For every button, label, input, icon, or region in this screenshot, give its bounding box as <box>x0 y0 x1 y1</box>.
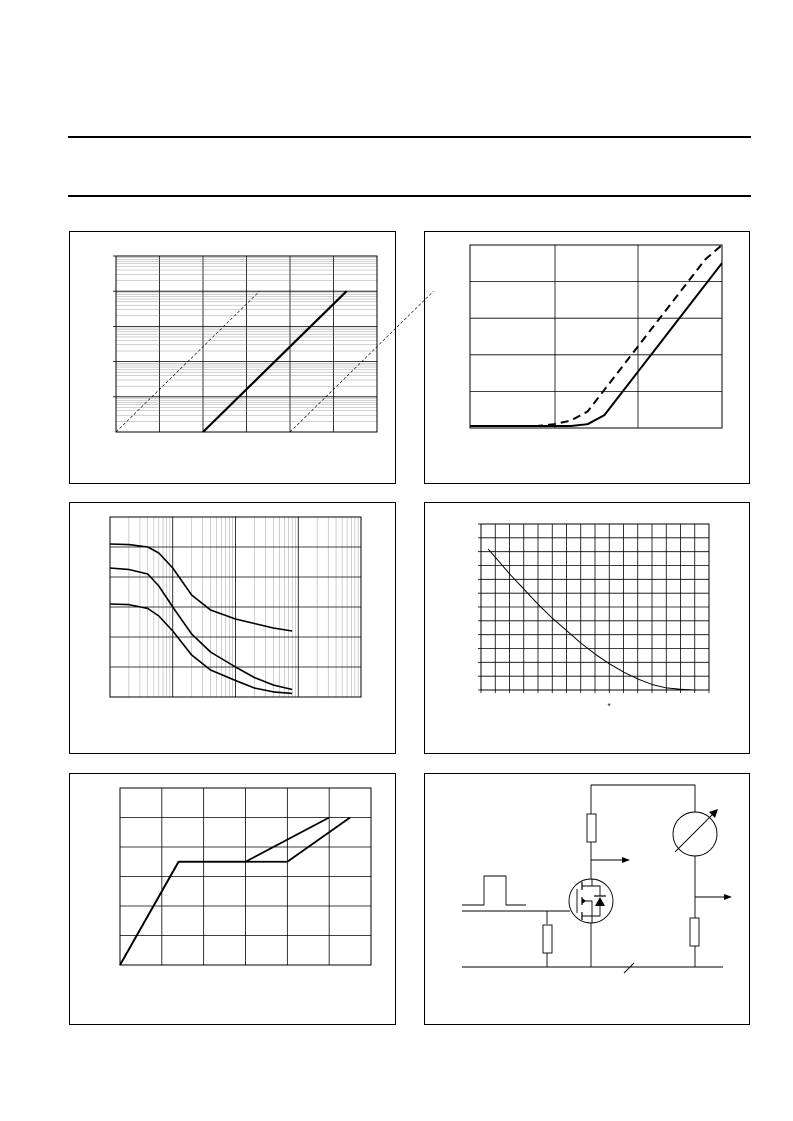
pulse-source <box>462 876 526 905</box>
measure-resistor <box>690 918 699 946</box>
series-line-1 <box>488 549 695 690</box>
gate-wire <box>462 911 547 924</box>
series-line-1 <box>120 818 329 966</box>
series-line-1 <box>110 544 292 631</box>
series-line-1 <box>470 245 722 426</box>
measure-output-arrowhead <box>724 894 732 900</box>
series-line-2 <box>120 818 350 966</box>
drain-resistor <box>587 814 596 842</box>
ground-mark <box>624 963 634 973</box>
series-line-2 <box>110 568 292 690</box>
top-wire <box>591 785 695 814</box>
gate-resistor <box>543 925 552 953</box>
series-line-3 <box>110 604 292 693</box>
drain-output-arrowhead <box>622 857 630 863</box>
variable-supply <box>673 812 717 856</box>
axis-annotation: * <box>607 702 611 711</box>
